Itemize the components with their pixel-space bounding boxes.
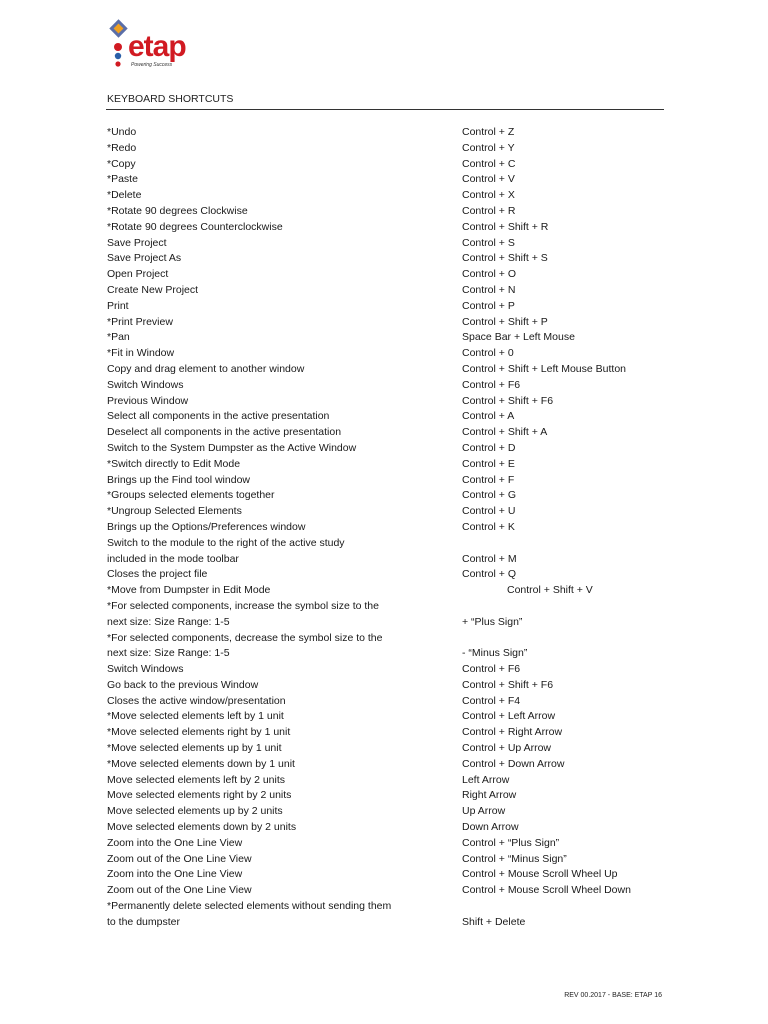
shortcut-keys: Control + P <box>462 299 515 312</box>
shortcut-action: *Undo <box>107 126 137 138</box>
shortcut-keys: Control + Shift + S <box>462 252 548 265</box>
brand-tagline: Powering Success <box>131 62 173 68</box>
shortcut-row <box>107 536 667 568</box>
shortcut-keys: Control + C <box>462 157 516 170</box>
shortcut-row <box>107 804 667 820</box>
shortcut-keys: Space Bar + Left Mouse <box>462 331 575 344</box>
shortcut-row <box>107 330 667 346</box>
shortcut-row <box>107 172 667 188</box>
shortcut-row <box>107 709 667 725</box>
shortcut-keys: Control + N <box>462 283 516 296</box>
shortcut-row <box>107 773 667 789</box>
shortcut-row <box>107 125 667 141</box>
shortcut-row <box>107 346 667 362</box>
shortcut-keys: Control + “Plus Sign” <box>462 836 560 849</box>
shortcut-action: *For selected components, decrease the symbol size to the next size: Size Range: 1-5 <box>107 631 383 660</box>
shortcut-keys: Control + Shift + A <box>462 426 548 439</box>
shortcut-keys: Control + X <box>462 189 515 202</box>
shortcut-keys: Control + S <box>462 236 515 249</box>
shortcut-action: Switch to the System Dumpster as the Active Window <box>107 441 357 454</box>
shortcut-action: Zoom out of the One Line View <box>107 852 252 865</box>
shortcut-action: Move selected elements up by 2 units <box>107 805 283 818</box>
shortcut-row <box>107 441 667 457</box>
shortcut-action: Zoom out of the One Line View <box>107 884 252 897</box>
shortcut-keys: + “Plus Sign” <box>462 615 523 628</box>
shortcut-keys: Right Arrow <box>462 789 517 802</box>
shortcut-keys: Control + F6 <box>462 663 521 676</box>
shortcut-action: *Move selected elements left by 1 unit <box>107 710 284 723</box>
shortcut-action: *Paste <box>107 173 138 186</box>
shortcut-action: *Ungroup Selected Elements <box>107 505 242 518</box>
shortcut-row <box>107 567 667 583</box>
shortcut-row <box>107 409 667 425</box>
shortcut-keys: Control + E <box>462 457 515 470</box>
shortcut-action: Create New Project <box>107 283 199 296</box>
shortcut-action: Brings up the Find tool window <box>107 473 250 486</box>
shortcut-action: *Move selected elements up by 1 unit <box>107 742 282 755</box>
shortcut-keys: Control + Shift + F6 <box>462 678 554 691</box>
shortcut-keys: Control + Shift + Left Mouse Button <box>462 362 627 375</box>
shortcut-action: *Move from Dumpster in Edit Mode <box>107 584 271 597</box>
shortcut-keys: Control + Right Arrow <box>462 726 563 739</box>
shortcut-keys: Control + A <box>462 410 515 423</box>
shortcut-row <box>107 852 667 868</box>
shortcut-action: Switch to the module to the right of the active study included in the mode toolbar <box>107 536 345 565</box>
shortcut-row <box>107 204 667 220</box>
shortcut-list <box>107 125 667 931</box>
shortcut-keys: Up Arrow <box>462 805 506 818</box>
shortcut-keys: Shift + Delete <box>462 915 526 928</box>
shortcut-action: *For selected components, increase the symbol size to the next size: Size Range: 1-5 <box>107 599 379 628</box>
shortcut-row <box>107 678 667 694</box>
shortcut-row <box>107 583 667 599</box>
shortcut-keys: Control + Shift + F6 <box>462 394 554 407</box>
shortcut-action: Previous Window <box>107 394 189 407</box>
shortcut-action: *Pan <box>107 331 130 344</box>
shortcut-keys: Control + Up Arrow <box>462 742 551 755</box>
shortcut-row <box>107 141 667 157</box>
shortcut-action: Move selected elements left by 2 units <box>107 773 286 786</box>
shortcut-action: Zoom into the One Line View <box>107 868 243 881</box>
shortcut-row <box>107 883 667 899</box>
shortcut-row <box>107 220 667 236</box>
shortcut-row <box>107 662 667 678</box>
shortcut-action: *Rotate 90 degrees Counterclockwise <box>107 220 283 233</box>
shortcut-keys: - “Minus Sign” <box>462 647 528 660</box>
shortcut-row <box>107 504 667 520</box>
shortcut-action: Move selected elements right by 2 units <box>107 789 292 802</box>
shortcut-action: Select all components in the active presentation <box>107 410 330 423</box>
shortcut-action: *Permanently delete selected elements without sending them to the dumpster <box>107 900 392 928</box>
shortcut-row <box>107 520 667 536</box>
shortcut-action: Switch Windows <box>107 663 184 676</box>
shortcut-keys: Control + K <box>462 520 515 533</box>
shortcut-action: Move selected elements down by 2 units <box>107 821 297 834</box>
shortcut-row <box>107 757 667 773</box>
shortcut-row <box>107 820 667 836</box>
shortcut-row <box>107 899 667 931</box>
shortcut-action: *Print Preview <box>107 315 173 328</box>
shortcut-keys: Control + Left Arrow <box>462 710 556 723</box>
shortcut-keys: Control + M <box>462 552 517 565</box>
page-title: KEYBOARD SHORTCUTS <box>107 93 234 105</box>
shortcut-row <box>107 394 667 410</box>
shortcut-action: Open Project <box>107 268 169 281</box>
shortcut-keys: Control + Mouse Scroll Wheel Up <box>462 868 618 881</box>
shortcut-action: Switch Windows <box>107 378 184 391</box>
shortcut-keys: Control + Y <box>462 141 515 154</box>
shortcut-action: Zoom into the One Line View <box>107 836 243 849</box>
shortcut-row <box>107 315 667 331</box>
shortcut-action: *Groups selected elements together <box>107 489 275 502</box>
shortcut-keys: Control + Down Arrow <box>462 757 565 770</box>
shortcut-row <box>107 725 667 741</box>
shortcut-row <box>107 362 667 378</box>
shortcut-keys: Control + 0 <box>462 347 514 360</box>
shortcut-row <box>107 236 667 252</box>
shortcut-row <box>107 488 667 504</box>
shortcut-keys: Down Arrow <box>462 821 519 834</box>
shortcut-row <box>107 188 667 204</box>
shortcut-row <box>107 741 667 757</box>
shortcut-row <box>107 631 667 663</box>
shortcut-action: Brings up the Options/Preferences window <box>107 520 306 533</box>
shortcut-keys: Control + Shift + R <box>462 220 549 233</box>
shortcut-row <box>107 267 667 283</box>
shortcut-keys: Control + F4 <box>462 694 521 707</box>
shortcut-row <box>107 251 667 267</box>
shortcut-keys: Control + O <box>462 268 516 281</box>
shortcut-keys: Control + Q <box>462 568 516 581</box>
shortcut-row <box>107 157 667 173</box>
shortcut-action: *Move selected elements down by 1 unit <box>107 757 295 770</box>
shortcut-row <box>107 599 667 631</box>
shortcut-action: *Move selected elements right by 1 unit <box>107 726 291 739</box>
shortcut-keys: Control + Z <box>462 126 515 138</box>
shortcut-keys: Left Arrow <box>462 773 510 786</box>
shortcut-keys: Control + Shift + V <box>507 584 593 597</box>
shortcut-action: Print <box>107 299 129 312</box>
shortcut-keys: Control + R <box>462 204 516 217</box>
shortcut-row <box>107 457 667 473</box>
shortcut-keys: Control + F <box>462 473 515 486</box>
shortcut-row <box>107 473 667 489</box>
shortcut-keys: Control + V <box>462 173 515 186</box>
shortcut-action: Copy and drag element to another window <box>107 362 305 375</box>
brand-name: etap <box>128 30 186 63</box>
shortcut-action: Closes the project file <box>107 568 208 581</box>
shortcut-row <box>107 299 667 315</box>
shortcut-action: Save Project <box>107 236 167 249</box>
shortcut-keys: Control + G <box>462 489 516 502</box>
shortcut-row <box>107 694 667 710</box>
shortcut-action: *Copy <box>107 157 136 170</box>
shortcut-keys: Control + Mouse Scroll Wheel Down <box>462 884 631 897</box>
shortcut-row <box>107 867 667 883</box>
shortcut-action: *Redo <box>107 141 137 154</box>
shortcut-action: *Rotate 90 degrees Clockwise <box>107 204 248 217</box>
shortcut-keys: Control + D <box>462 441 516 454</box>
shortcut-action: Go back to the previous Window <box>107 678 259 691</box>
shortcut-keys: Control + U <box>462 505 516 518</box>
shortcut-action: Deselect all components in the active presentation <box>107 426 342 439</box>
shortcut-row <box>107 425 667 441</box>
shortcut-action: Closes the active window/presentation <box>107 694 286 707</box>
shortcut-keys: Control + Shift + P <box>462 315 548 328</box>
footer-revision: REV 00.2017 - BASE: ETAP 16 <box>564 992 662 999</box>
shortcut-row <box>107 378 667 394</box>
shortcut-action: Save Project As <box>107 252 182 265</box>
shortcut-action: *Switch directly to Edit Mode <box>107 457 241 470</box>
shortcut-action: *Fit in Window <box>107 347 175 360</box>
shortcut-keys: Control + “Minus Sign” <box>462 852 567 865</box>
shortcut-row <box>107 788 667 804</box>
shortcut-row <box>107 283 667 299</box>
title-divider <box>106 109 664 110</box>
shortcut-row <box>107 836 667 852</box>
shortcut-action: *Delete <box>107 189 142 202</box>
shortcut-keys: Control + F6 <box>462 378 521 391</box>
